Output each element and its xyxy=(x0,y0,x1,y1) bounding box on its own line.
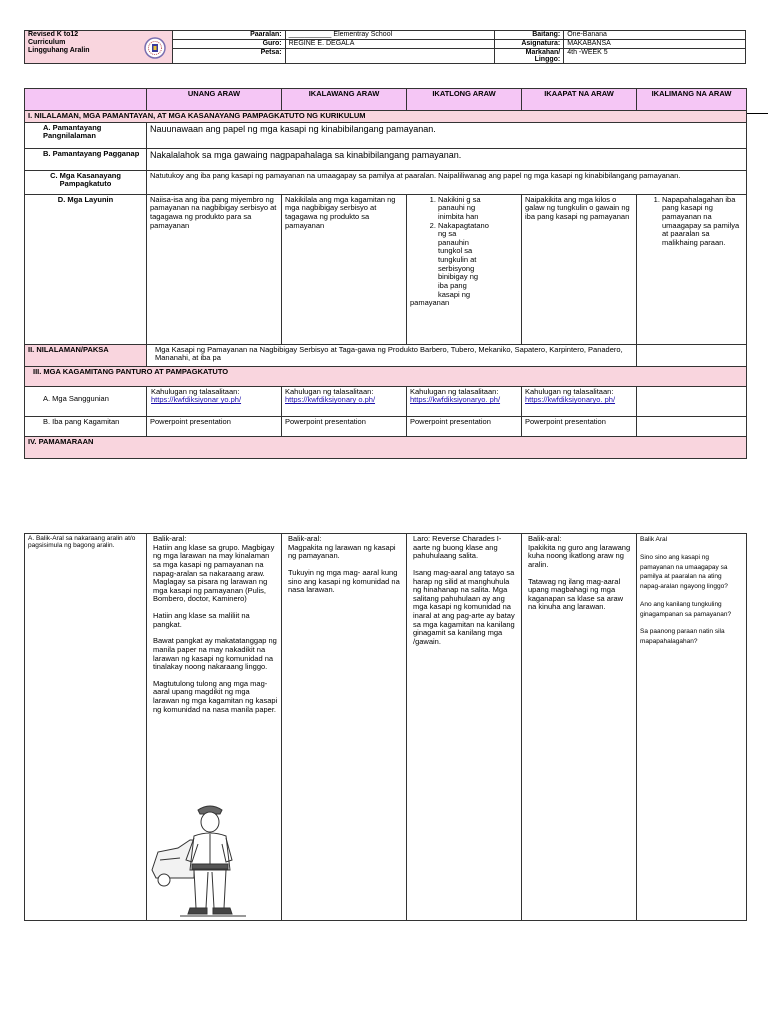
day-header: IKATLONG ARAW xyxy=(407,89,522,111)
deped-seal-icon xyxy=(144,37,166,59)
nilalaman-text: Mga Kasapi ng Pamayanan na Nagbibigay Serbisyo at Taga-gawa ng Produkto Barbero, Tubero, Mekaniko, Sapatero, Karpintero, Panadero, Mananahi, at iba pa xyxy=(147,344,637,366)
asignatura-value: MAKABANSA xyxy=(564,40,746,49)
kwf-link[interactable]: https://kwfdiksiyonaryo. ph/ xyxy=(410,395,501,405)
layunin-day2: Nakikilala ang mga kagamitan ng mga nagbibigay serbisyo at tagagawa ng produkto sa pamayanan xyxy=(282,194,407,344)
layunin-day3 xyxy=(407,194,522,344)
asignatura-label: Asignatura: xyxy=(495,40,564,49)
pamantayang-pangnilalaman-text: Nauunawaan ang papel ng mga kasapi ng kinabibilangang pamayanan. xyxy=(147,122,747,148)
procedure-day5: Balik Aral Sino sino ang kasapi ng pamayanan na umaagapay sa pamilya at paaralan na ating napag-aralan ngayong linggo? Ano ang kanilang tungkuling ginagampanan sa pamayanan? Sa paanong paraan natin sila mapapahalagahan? xyxy=(637,534,747,921)
kwf-link[interactable]: https://kwfdiksiyonary o.ph/ xyxy=(285,395,376,405)
kwf-link[interactable]: https://kwfdiksiyonar yo.ph/ xyxy=(151,395,242,405)
police-officer-illustration xyxy=(150,800,270,918)
pamantayang-pagganap-text: Nakalalahok sa mga gawaing nagpapahalaga sa kinabibilangang pamayanan. xyxy=(147,148,747,170)
procedure-day1: Balik-aral: Hatiin ang klase sa grupo. Magbigay ng mga larawan na may kinalaman sa mga kasapi ng pamayanan na napag-aralan sa nakaraang araw. Maglagay sa pisara ng larawan ng mga kasapi ng pamayanan (Pulis, Bombero, doctor, Kaminero) Hatiin ang klase sa maliliit na pangkat. Bawat pangkat ay makatatanggap ng manila paper na may nakadikit na larawan ng kasapi ng komunidad na tinalakay noong nakaraang linggo. Magtutulong tulong ang mga mag-aaral upang magdikit ng mga larawan ng mga kagamitan ng kasapi ng komunidad na nasa manila paper. xyxy=(147,534,282,921)
section-2-title: II. NILALAMAN/PAKSA xyxy=(25,344,147,366)
day-header: IKAAPAT NA ARAW xyxy=(522,89,637,111)
section-4-title: IV. PAMAMARAAN xyxy=(25,436,747,458)
empty-cell xyxy=(637,386,747,416)
guro-value: REGINE E. DEGALA xyxy=(285,40,495,49)
layunin-day3-item: 1. Nakikini g sa panauhi ng inimbita han xyxy=(438,196,486,222)
layunin-day3-tail: pamayanan xyxy=(410,298,450,308)
layunin-day3-item: 2. Nakapagtatano ng sa panauhin tungkol sa tungkulin at serbisyong binibigay ng iba pang kasapi ng xyxy=(438,222,486,300)
header-table xyxy=(24,30,746,64)
kagamitan-day4: Powerpoint presentation xyxy=(522,416,637,436)
iba-pang-kagamitan-label: B. Iba pang Kagamitan xyxy=(25,416,147,436)
lesson-table xyxy=(24,88,747,459)
sanggunian-label: A. Mga Sanggunian xyxy=(25,386,147,416)
baitang-label: Baitang: xyxy=(495,31,564,40)
petsa-value xyxy=(285,49,495,64)
sanggunian-day1: Kahulugan ng talasalitaan: https://kwfdiksiyonar yo.ph/ xyxy=(147,386,282,416)
markahan-value: 4th -WEEK 5 xyxy=(564,49,746,64)
procedure-day4: Balik-aral: Ipakikita ng guro ang larawang kuha noong ikatlong araw ng aralin. Tatawag ng ilang mag-aaral upang magbahagi ng mga kaganapan sa klase sa araw na kinuha ang larawan. xyxy=(522,534,637,921)
kasanayang-pampagkatuto-text: Natutukoy ang iba pang kasapi ng pamayanan na umaagapay sa pamilya at paaralan. Naipaliliwanag ang papel ng mga kasapi ng kinabibilangang pamayanan. xyxy=(147,170,747,194)
section-3-title: III. MGA KAGAMITANG PANTURO AT PAMPAGKATUTO xyxy=(25,366,747,386)
markahan-label: Markahan/ Linggo: xyxy=(495,49,564,64)
empty-cell xyxy=(637,344,747,366)
pamantayang-pagganap-label: B. Pamantayang Pagganap xyxy=(25,148,147,170)
sanggunian-day2: Kahulugan ng talasalitaan: https://kwfdiksiyonary o.ph/ xyxy=(282,386,407,416)
kagamitan-day3: Powerpoint presentation xyxy=(407,416,522,436)
mga-layunin-label: D. Mga Layunin xyxy=(25,194,147,344)
kwf-link[interactable]: https://kwfdiksiyonaryo. ph/ xyxy=(525,395,616,405)
section-1-title: I. NILALAMAN, MGA PAMANTAYAN, AT MGA KASANAYANG PAMPAGKATUTO NG KURIKULUM xyxy=(25,111,747,123)
kasanayang-pampagkatuto-label: C. Mga Kasanayang Pampagkatuto xyxy=(25,170,147,194)
layunin-day5 xyxy=(637,194,747,344)
paaralan-value: ___________ Elementray School xyxy=(285,31,495,40)
empty-cell xyxy=(637,416,747,436)
corner-cell xyxy=(25,89,147,111)
pamantayang-pangnilalaman-label: A. Pamantayang Pangnilalaman xyxy=(25,122,147,148)
procedure-day2: Balik-aral: Magpakita ng larawan ng kasapi ng pamayanan. Tukuyin ng mga mag- aaral kung sino ang kasapi ng komunidad na nasa larawan. xyxy=(282,534,407,921)
balik-aral-label: A. Balik-Aral sa nakaraang aralin at/o pagsisimula ng bagong aralin. xyxy=(25,534,147,921)
kagamitan-day1: Powerpoint presentation xyxy=(147,416,282,436)
layunin-day1: Naiisa-isa ang iba pang miyembro ng pamayanan na nagbibigay serbisyo at tagagawa ng produkto para sa pamayanan xyxy=(147,194,282,344)
document-title: Revised K to12 Curriculum Lingguhang Aralin xyxy=(25,31,173,64)
sanggunian-day4: Kahulugan ng talasalitaan: https://kwfdiksiyonaryo. ph/ xyxy=(522,386,637,416)
day-header: UNANG ARAW xyxy=(147,89,282,111)
procedure-table xyxy=(24,533,747,921)
day-header: IKALIMANG NA ARAW xyxy=(637,89,747,111)
layunin-day5-item: 1. Napapahalagahan iba pang kasapi ng pamayanan na umaagapay sa pamilya at paaralan sa malikhaing paraan. xyxy=(662,196,743,248)
sanggunian-day3: Kahulugan ng talasalitaan: https://kwfdiksiyonaryo. ph/ xyxy=(407,386,522,416)
petsa-label: Petsa: xyxy=(172,49,285,64)
kagamitan-day2: Powerpoint presentation xyxy=(282,416,407,436)
guro-label: Guro: xyxy=(172,40,285,49)
layunin-day4: Naipakikita ang mga kilos o galaw ng tungkulin o gawain ng iba pang kasapi ng pamayanan xyxy=(522,194,637,344)
paaralan-label: Paaralan: xyxy=(172,31,285,40)
day-header: IKALAWANG ARAW xyxy=(282,89,407,111)
baitang-value: One-Banana xyxy=(564,31,746,40)
procedure-day3: Laro: Reverse Charades I-aarte ng buong klase ang pahuhulaang salita. Isang mag-aaral ang tatayo sa harap ng silid at manghuhula ng hinahanap na salita. Mga salitang pahuhulaan ay ang mga kasapi ng komunidad na inaral at ang pag-arte ay batay sa mga kagamitan na kanilang ginagamit sa kanilang mga /gawain. xyxy=(407,534,522,921)
margin-mark xyxy=(747,113,768,122)
